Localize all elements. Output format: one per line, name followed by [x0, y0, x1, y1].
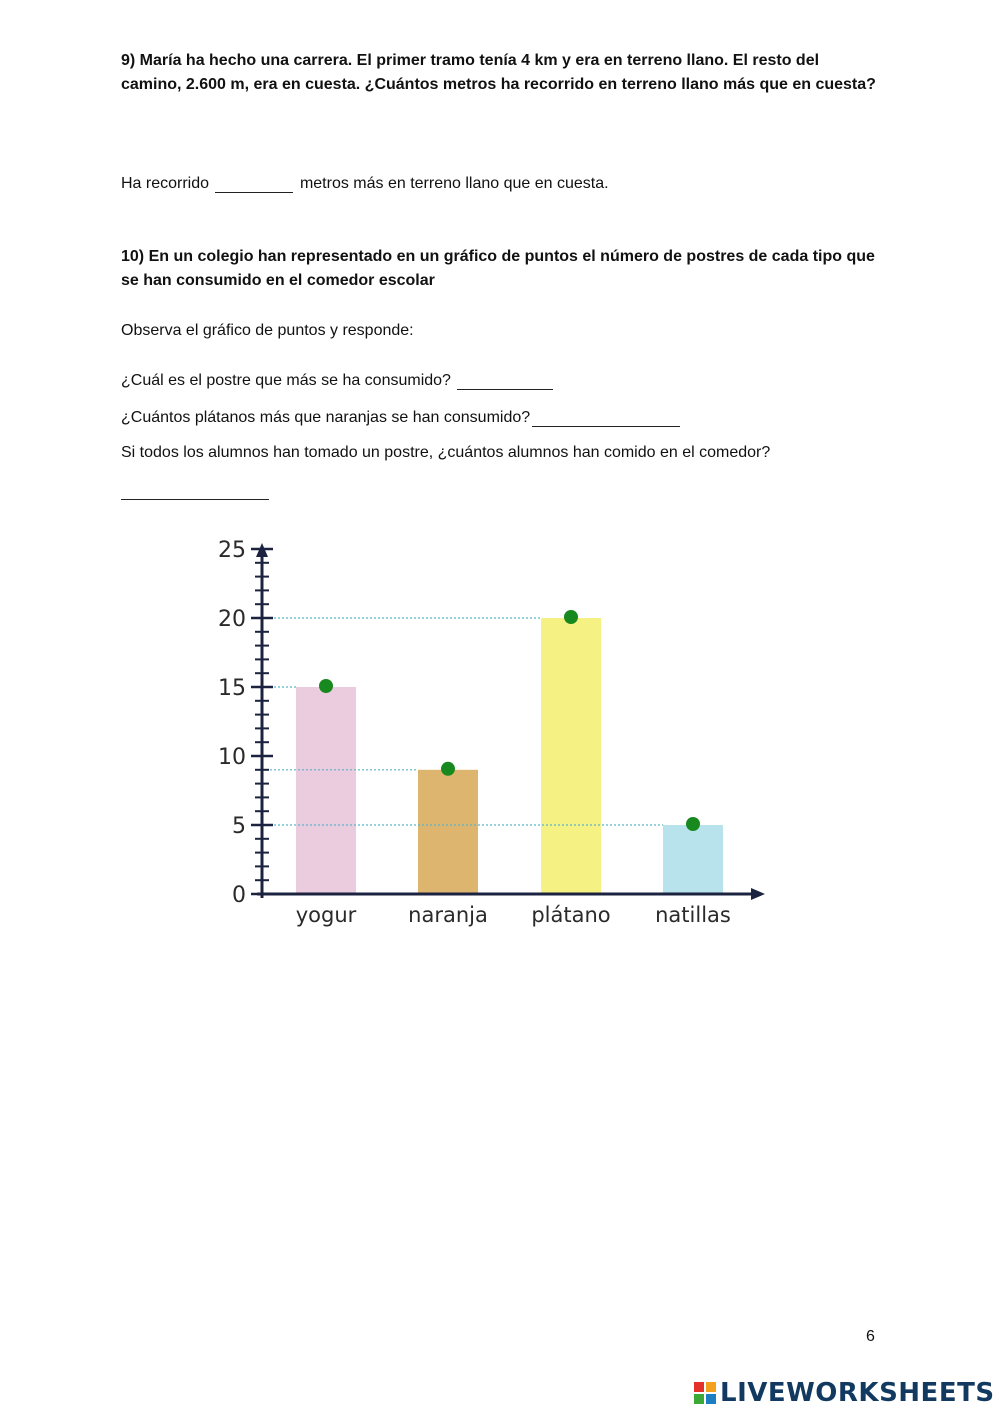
y-tick-label: 25 [218, 538, 246, 563]
dot-plot-chart [200, 527, 780, 937]
y-tick-label: 0 [232, 883, 246, 908]
page-number: 6 [866, 1328, 875, 1345]
q10-sub3-text: Si todos los alumnos han tomado un postre, ¿cuántos alumnos han comido en el comedor? [121, 444, 771, 461]
bar-natillas [663, 825, 723, 894]
brand-name: LIVEWORKSHEETS [720, 1378, 995, 1408]
q10-sub1-line [121, 369, 881, 393]
q9-question: 9) María ha hecho una carrera. El primer tramo tenía 4 km y era en terreno llano. El resto del camino, 2.600 m, era en cuesta. ¿Cuántos metros ha recorrido en terreno llano más que en cuesta? [121, 52, 876, 93]
q10-sub2-text: ¿Cuántos plátanos más que naranjas se han consumido? [121, 409, 531, 426]
q10-sub3-input[interactable] [121, 483, 269, 500]
q10-sub3-answer-line [121, 482, 269, 500]
q9-answer-input[interactable] [215, 176, 293, 193]
q10-sub1-input[interactable] [457, 373, 553, 390]
bar-naranja [418, 770, 478, 894]
y-tick-label: 10 [218, 745, 246, 770]
q9-answer-suffix: metros más en terreno llano que en cuesta. [299, 175, 609, 192]
q10-sub2-line [121, 406, 881, 430]
y-tick-label: 20 [218, 607, 246, 632]
data-point-plátano [564, 610, 578, 624]
x-category-label: natillas [655, 903, 731, 927]
q10-sub1-text: ¿Cuál es el postre que más se ha consumido? [121, 372, 451, 389]
x-axis-arrow [751, 888, 765, 900]
q10-question: 10) En un colegio han representado en un gráfico de puntos el número de postres de cada tipo que se han consumido en el comedor escolar [121, 248, 875, 289]
x-category-label: yogur [295, 903, 357, 927]
y-tick-label: 15 [218, 676, 246, 701]
liveworksheets-logo [694, 1378, 995, 1408]
bar-yogur [296, 687, 356, 894]
logo-squares-icon [694, 1382, 716, 1404]
y-tick-label: 5 [232, 814, 246, 839]
x-category-label: plátano [531, 903, 611, 927]
data-point-yogur [319, 679, 333, 693]
x-category-label: naranja [408, 903, 488, 927]
data-point-natillas [686, 817, 700, 831]
q9-answer-prefix: Ha recorrido [121, 175, 210, 192]
data-point-naranja [441, 762, 455, 776]
q9-answer-line [121, 172, 881, 196]
q10-instruction: Observa el gráfico de puntos y responde: [121, 322, 414, 339]
q10-sub2-input[interactable] [532, 410, 680, 427]
bar-plátano [541, 618, 601, 894]
